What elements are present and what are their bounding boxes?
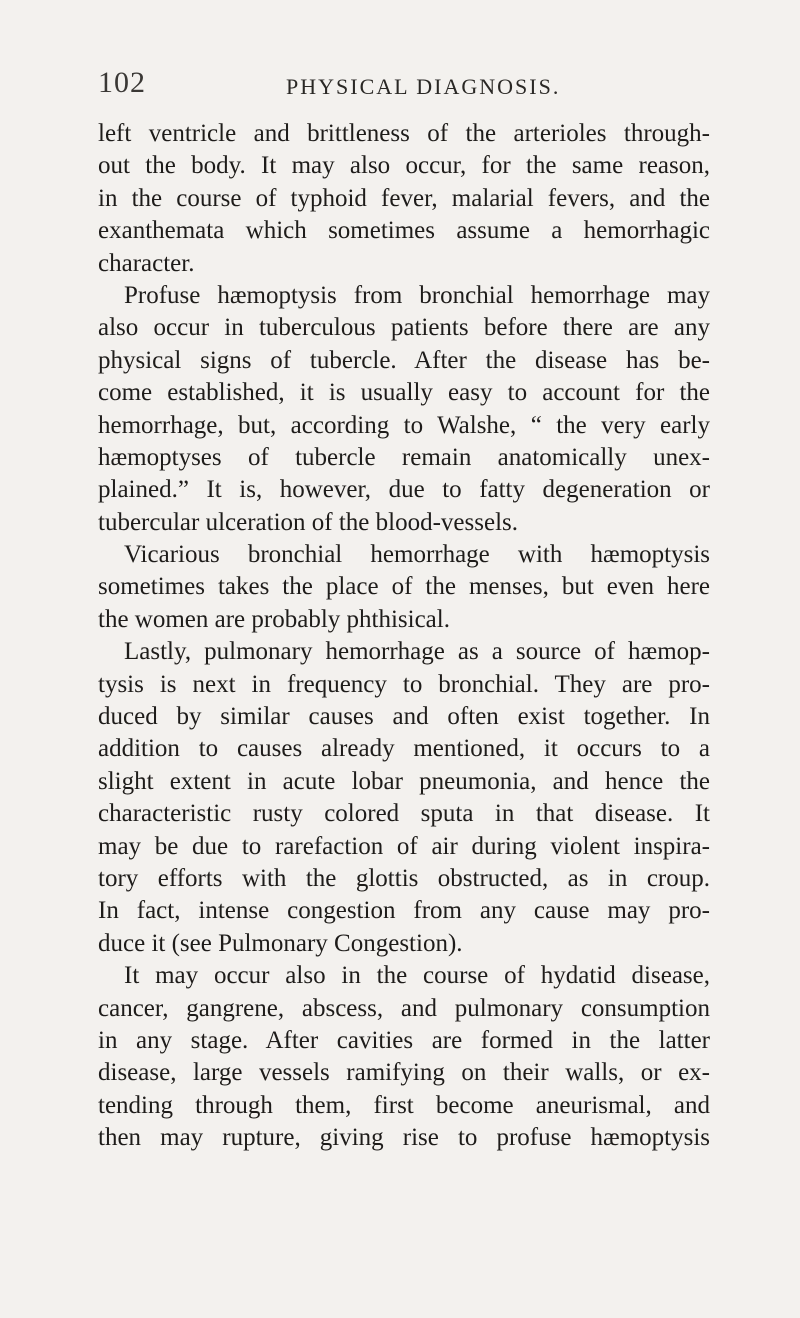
text-line: hemorrhage, but, according to Walshe, “ the very early: [98, 411, 710, 439]
text-line: characteristic rusty colored sputa in that disease. It: [98, 800, 710, 828]
text-line: Vicarious bronchial hemorrhage with hæmoptysis: [124, 541, 710, 569]
text-line: hæmoptyses of tubercle remain anatomically unex-: [98, 443, 710, 471]
text-line: out the body. It may also occur, for the same reason,: [98, 152, 710, 180]
text-line: then may rupture, giving rise to profuse hæmoptysis: [98, 1124, 710, 1152]
text-line: disease, large vessels ramifying on their walls, or ex-: [98, 1059, 710, 1087]
text-line: In fact, intense congestion from any cause may pro-: [98, 897, 710, 925]
text-line: tysis is next in frequency to bronchial. They are pro-: [98, 670, 710, 698]
text-line: plained.” It is, however, due to fatty degeneration or: [98, 476, 710, 504]
text-line: in the course of typhoid fever, malarial fevers, and the: [98, 184, 710, 212]
text-line: slight extent in acute lobar pneumonia, and hence the: [98, 767, 710, 795]
running-title: PHYSICAL DIAGNOSIS.: [286, 74, 561, 99]
page-number: 102: [98, 66, 146, 99]
text-line: cancer, gangrene, abscess, and pulmonary consumption: [98, 994, 710, 1022]
text-line: exanthemata which sometimes assume a hemorrhagic: [98, 217, 710, 245]
text-line: may be due to rarefaction of air during violent inspira-: [98, 832, 710, 860]
text-line: physical signs of tubercle. After the disease has be-: [98, 346, 710, 374]
text-line: character.: [98, 249, 195, 277]
text-line: tubercular ulceration of the blood-vessels.: [98, 508, 518, 536]
text-line: addition to causes already mentioned, it occurs to a: [98, 735, 710, 763]
text-line: duced by similar causes and often exist together. In: [98, 703, 710, 731]
text-line: Lastly, pulmonary hemorrhage as a source of hæmop-: [124, 638, 710, 666]
text-line: tending through them, first become aneurismal, and: [98, 1091, 710, 1119]
text-line: It may occur also in the course of hydatid disease,: [124, 962, 710, 990]
text-line: duce it (see Pulmonary Congestion).: [98, 929, 463, 957]
text-line: Profuse hæmoptysis from bronchial hemorrhage may: [124, 281, 710, 309]
text-line: in any stage. After cavities are formed in the latter: [98, 1026, 710, 1054]
body-text: [98, 118, 710, 1155]
text-line: also occur in tuberculous patients before there are any: [98, 314, 710, 342]
running-head: [98, 66, 708, 106]
text-line: come established, it is usually easy to account for the: [98, 379, 710, 407]
text-line: tory efforts with the glottis obstructed, as in croup.: [98, 864, 710, 892]
text-line: left ventricle and brittleness of the arterioles through-: [98, 120, 710, 147]
text-line: sometimes takes the place of the menses, but even here: [98, 573, 710, 601]
text-line: the women are probably phthisical.: [98, 605, 450, 633]
